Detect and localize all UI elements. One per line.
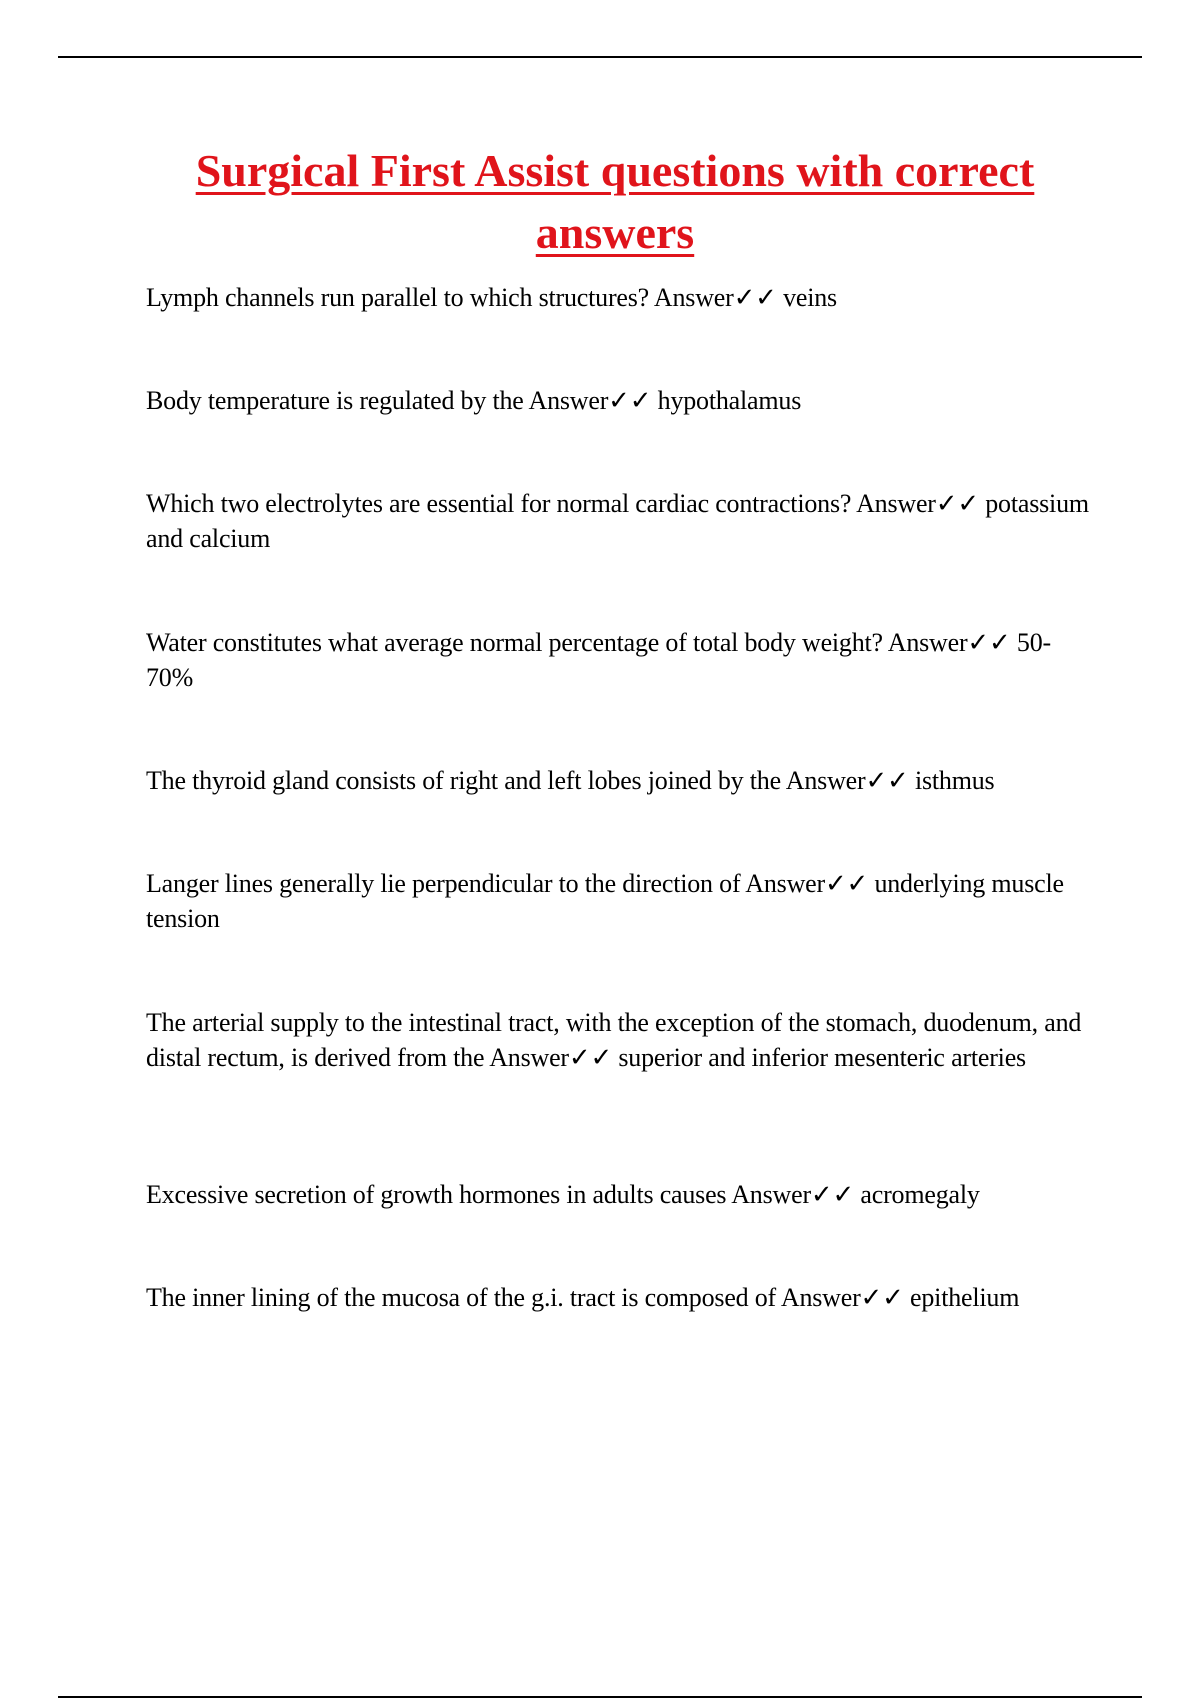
answer-text: underlying muscle tension — [146, 869, 1064, 933]
qa-item — [146, 866, 1096, 936]
qa-item — [146, 625, 1096, 695]
answer-text: veins — [783, 283, 837, 312]
document-title: Surgical First Assist questions with correct answers — [195, 145, 1035, 258]
answer-marker: Answer✓✓ — [887, 628, 1011, 657]
question-text: Water constitutes what average normal percentage of total body weight? — [146, 628, 883, 657]
question-text: Excessive secretion of growth hormones in adults causes — [146, 1180, 727, 1209]
header-rule — [58, 56, 1142, 58]
qa-item — [146, 1177, 1096, 1212]
answer-marker: Answer✓✓ — [489, 1043, 613, 1072]
answer-text: 50-70% — [146, 628, 1051, 692]
qa-item — [146, 280, 1096, 315]
answer-marker: Answer✓✓ — [856, 489, 979, 518]
qa-item — [146, 383, 1096, 418]
footer-rule — [58, 1696, 1142, 1698]
qa-item — [146, 1280, 1096, 1315]
answer-marker: Answer✓✓ — [731, 1180, 855, 1209]
answer-marker: Answer✓✓ — [780, 1283, 904, 1312]
qa-item — [146, 1005, 1096, 1075]
answer-marker: Answer✓✓ — [785, 766, 909, 795]
question-text: Which two electrolytes are essential for normal cardiac contractions? — [146, 489, 852, 518]
question-text: Body temperature is regulated by the — [146, 386, 524, 415]
answer-marker: Answer✓✓ — [745, 869, 869, 898]
answer-text: superior and inferior mesenteric arteries — [618, 1043, 1026, 1072]
question-text: Langer lines generally lie perpendicular to the direction of — [146, 869, 741, 898]
answer-text: potassium and calcium — [146, 489, 1089, 553]
qa-item — [146, 763, 1096, 798]
answer-text: hypothalamus — [657, 386, 802, 415]
question-text: The inner lining of the mucosa of the g.i. tract is composed of — [146, 1283, 777, 1312]
qa-item — [146, 486, 1096, 556]
question-text: Lymph channels run parallel to which structures? — [146, 283, 650, 312]
answer-text: epithelium — [910, 1283, 1020, 1312]
question-text: The arterial supply to the intestinal tract, with the exception of the stomach, duodenum, and distal rectum, is derived from the — [146, 1008, 1082, 1072]
question-text: The thyroid gland consists of right and left lobes joined by the — [146, 766, 781, 795]
answer-text: isthmus — [914, 766, 995, 795]
answer-marker: Answer✓✓ — [528, 386, 652, 415]
answer-marker: Answer✓✓ — [653, 283, 777, 312]
answer-text: acromegaly — [860, 1180, 980, 1209]
